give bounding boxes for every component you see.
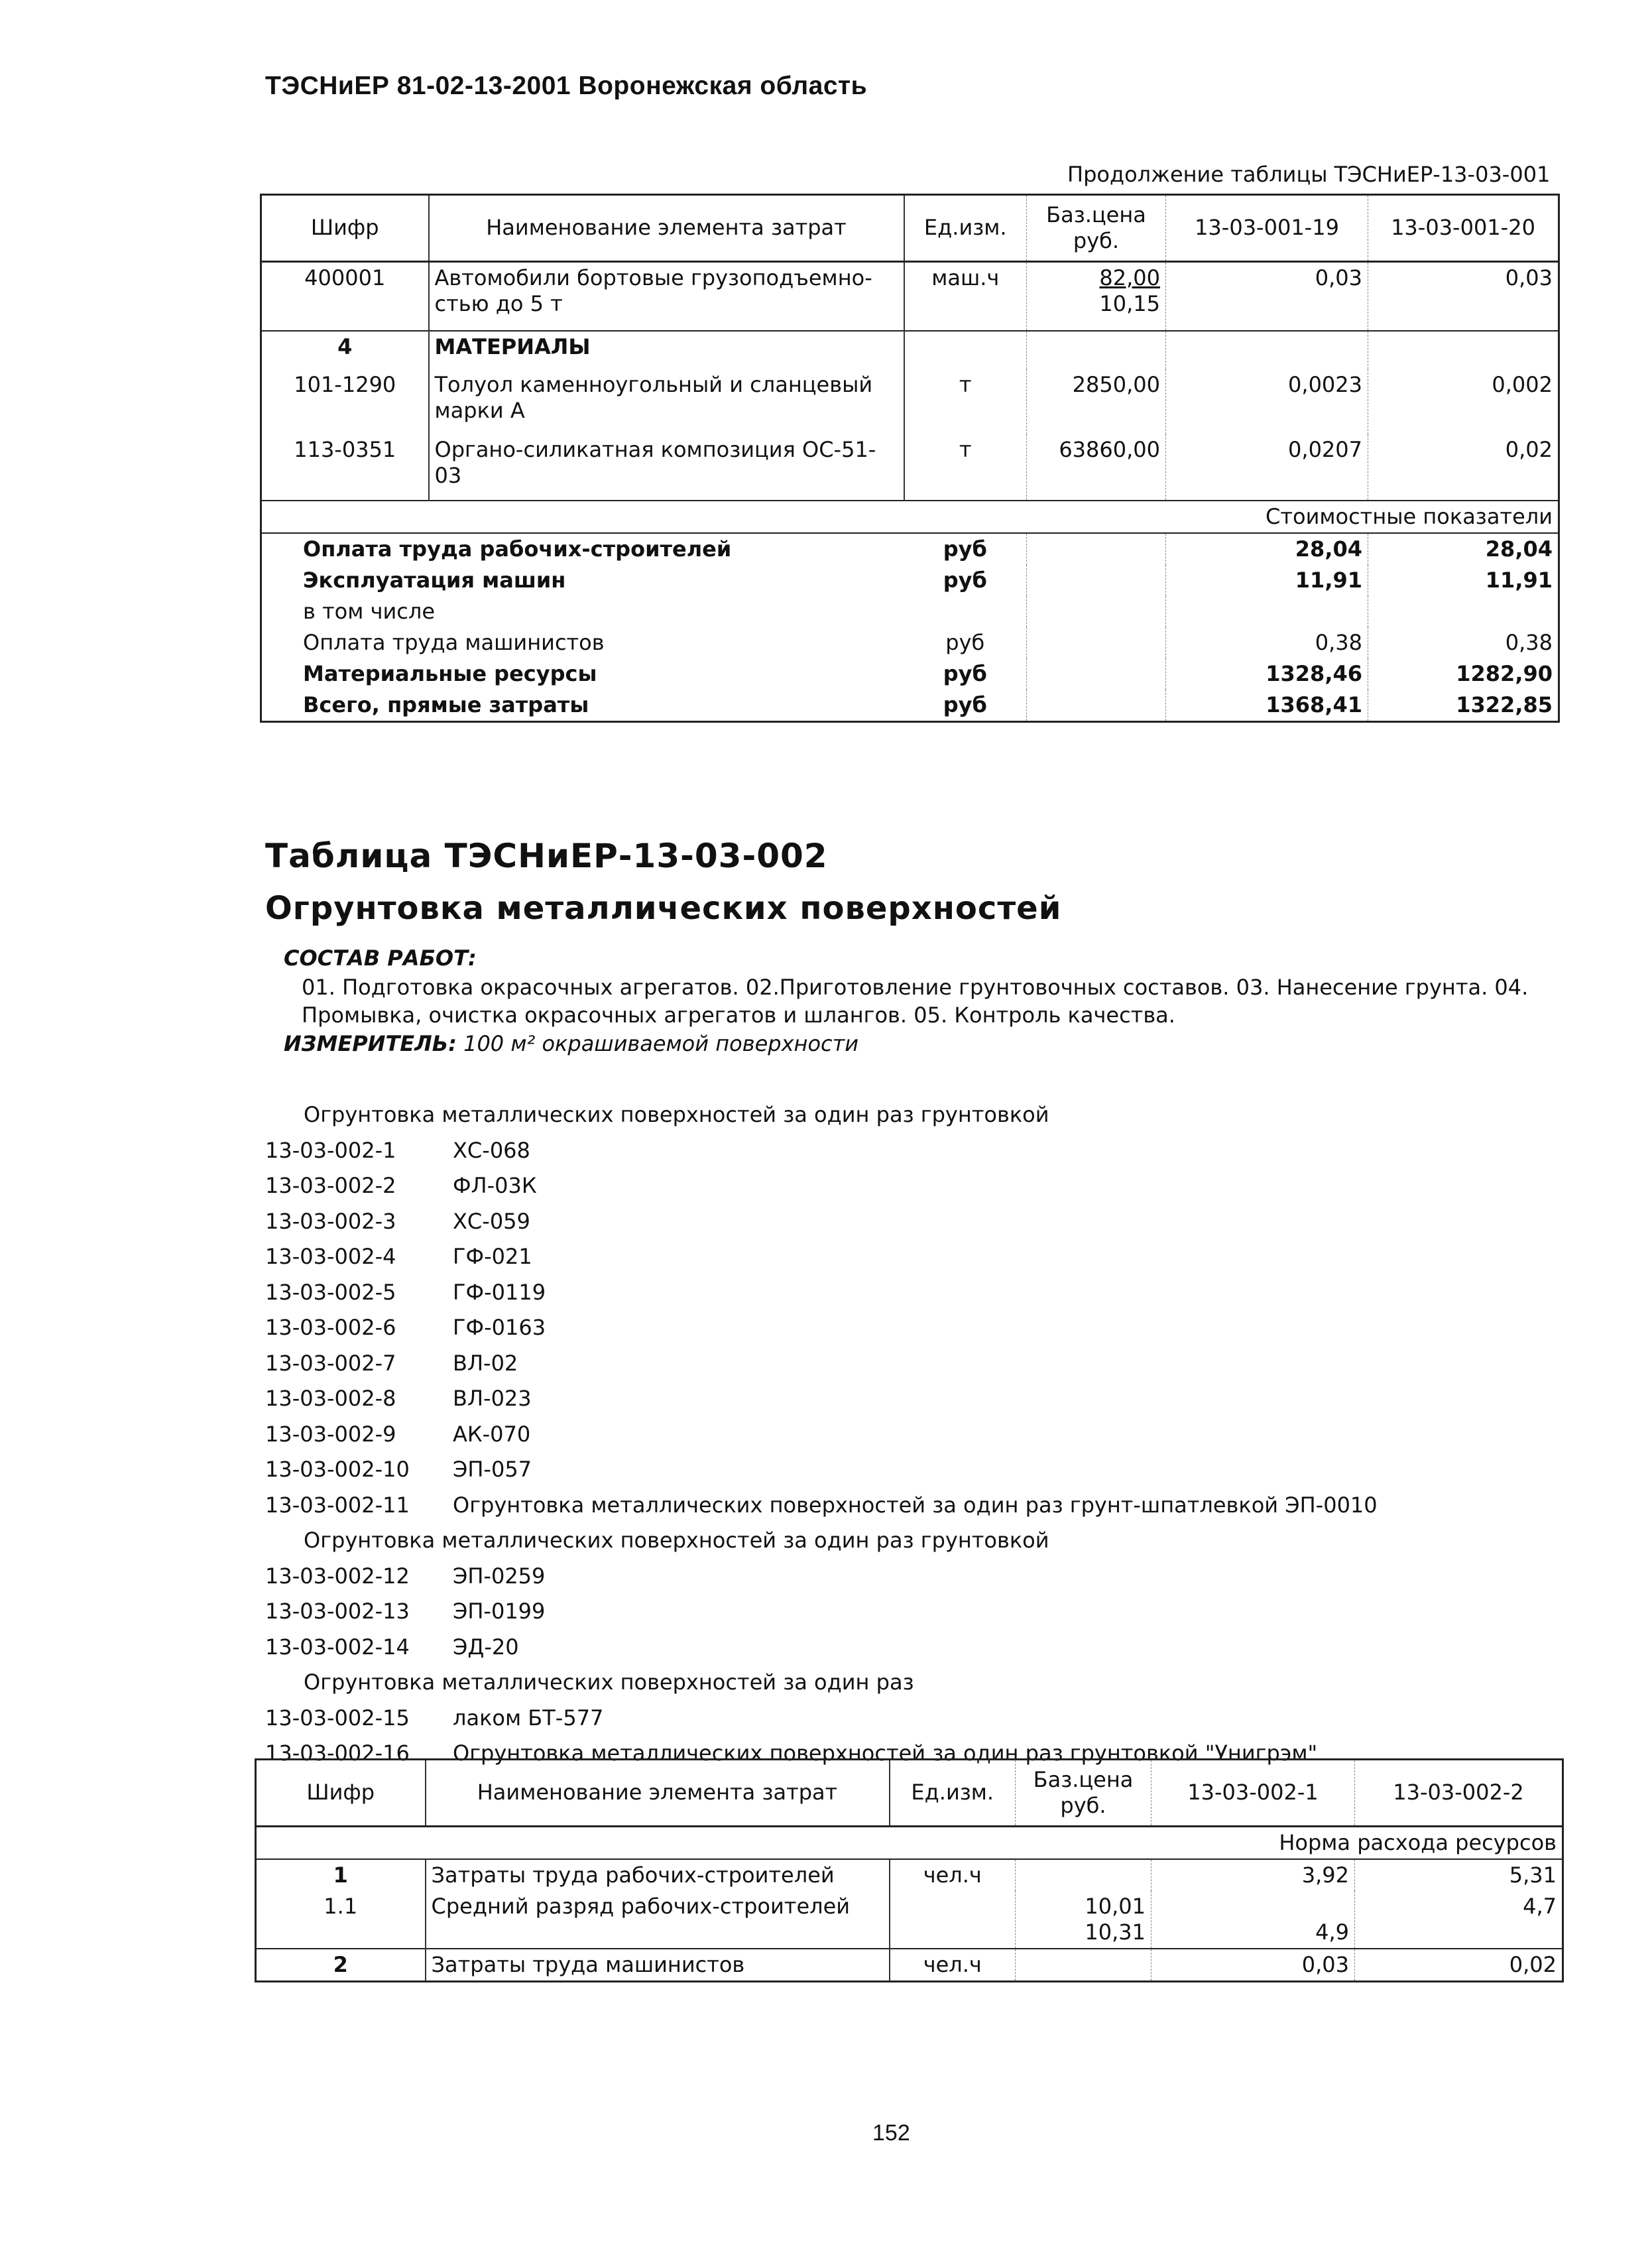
document-header: ТЭСНиЕР 81-02-13-2001 Воронежская область xyxy=(265,72,868,100)
row-code: 1 xyxy=(256,1859,426,1891)
item-text: ВЛ-023 xyxy=(453,1386,532,1411)
table-continuation-caption: Продолжение таблицы ТЭСНиЕР-13-03-001 xyxy=(1067,162,1551,187)
cost-value-1: 11,91 xyxy=(1166,565,1368,596)
row-code: 113-0351 xyxy=(261,434,429,501)
list-item xyxy=(265,1452,1378,1488)
item-text: ХС-059 xyxy=(453,1208,530,1234)
cost-name: Эксплуатация машин xyxy=(303,567,566,593)
cost-value-1: 28,04 xyxy=(1166,533,1368,565)
table-row xyxy=(261,434,1559,501)
price-line: 10,01 xyxy=(1085,1894,1146,1919)
cost-section-title-row xyxy=(261,501,1559,533)
price-main: 82,00 xyxy=(1099,265,1160,290)
item-text: ЭП-0259 xyxy=(453,1563,546,1589)
list-subheading: Огрунтовка металлических поверхностей за один раз грунтовкой xyxy=(304,1102,1049,1127)
cost-value-2: 11,91 xyxy=(1485,567,1553,593)
cost-value-2: 28,04 xyxy=(1485,536,1553,562)
list-item xyxy=(265,1630,1378,1666)
group-name: МАТЕРИАЛЫ xyxy=(429,331,904,369)
header-name: Наименование элемента затрат xyxy=(429,195,904,262)
item-code: 13-03-002-10 xyxy=(265,1457,410,1482)
item-text: ГФ-0119 xyxy=(453,1279,546,1305)
item-code: 13-03-002-12 xyxy=(265,1563,410,1589)
row-code: 400001 xyxy=(261,262,429,331)
price-salary: 10,15 xyxy=(1099,291,1160,317)
row-code: 101-1290 xyxy=(261,369,429,434)
row-name: Органо-силикатная композиция ОС-51-03 xyxy=(429,434,904,501)
cost-value-1: 1328,46 xyxy=(1166,658,1368,690)
item-code: 13-03-002-14 xyxy=(265,1634,410,1660)
item-text: Огрунтовка металлических поверхностей за один раз грунтовкой "Унигрэм" xyxy=(453,1740,1318,1766)
price-line: 10,31 xyxy=(1085,1919,1146,1945)
header-code: Шифр xyxy=(256,1760,426,1827)
list-item xyxy=(265,1204,1378,1240)
cost-unit: руб xyxy=(904,533,1027,565)
list-item xyxy=(265,1701,1378,1736)
list-item xyxy=(265,1559,1378,1595)
table-row xyxy=(256,1949,1563,1982)
row-value-2: 0,03 xyxy=(1505,265,1553,290)
item-code: 13-03-002-13 xyxy=(265,1599,410,1624)
table-subtitle: Огрунтовка металлических поверхностей xyxy=(265,890,1062,927)
cost-name: Оплата труда рабочих-строителей xyxy=(303,536,732,562)
table-row xyxy=(261,262,1559,331)
header-code: Шифр xyxy=(261,195,429,262)
list-subheading: Огрунтовка металлических поверхностей за один раз xyxy=(304,1670,914,1695)
cost-row xyxy=(261,658,1559,690)
item-text: ЭП-057 xyxy=(453,1457,532,1482)
list-item xyxy=(265,1381,1378,1417)
cost-name: в том числе xyxy=(303,598,435,624)
row-value-1: 0,0207 xyxy=(1166,434,1368,501)
row-value-2: 4,7 xyxy=(1523,1894,1557,1919)
row-value-2: 0,02 xyxy=(1505,436,1553,462)
table-row xyxy=(261,369,1559,434)
item-text: ЭД-20 xyxy=(453,1634,519,1660)
code-list xyxy=(265,1097,1378,1772)
cost-row xyxy=(261,627,1559,658)
cost-row xyxy=(261,690,1559,722)
list-subheading: Огрунтовка металлических поверхностей за один раз грунтовкой xyxy=(304,1528,1049,1553)
row-unit: чел.ч xyxy=(890,1949,1016,1982)
item-code: 13-03-002-1 xyxy=(265,1137,396,1163)
item-text: Огрунтовка металлических поверхностей за один раз грунт-шпатлевкой ЭП-0010 xyxy=(453,1492,1378,1518)
row-unit: чел.ч xyxy=(890,1859,1016,1891)
meter-value: 100 м² окрашиваемой поверхности xyxy=(463,1031,859,1056)
cost-row xyxy=(261,565,1559,596)
list-item xyxy=(265,1488,1378,1524)
item-code: 13-03-002-5 xyxy=(265,1279,396,1305)
row-value-2: 5,31 xyxy=(1509,1862,1557,1888)
cost-value-2: 1282,90 xyxy=(1456,660,1553,686)
item-text: ГФ-0163 xyxy=(453,1315,546,1340)
item-text: ЭП-0199 xyxy=(453,1599,546,1624)
cost-unit: руб xyxy=(904,658,1027,690)
row-name: Автомобили бортовые грузоподъемно-стью до 5 т xyxy=(429,262,904,331)
row-price: 63860,00 xyxy=(1027,434,1166,501)
item-code: 13-03-002-11 xyxy=(265,1492,410,1518)
row-name: Средний разряд рабочих-строителей xyxy=(426,1891,890,1949)
item-code: 13-03-002-9 xyxy=(265,1421,396,1447)
list-item xyxy=(265,1133,1378,1169)
page-number: 152 xyxy=(872,2120,910,2146)
row-value-2: 0,02 xyxy=(1355,1949,1563,1982)
cost-name: Материальные ресурсы xyxy=(303,660,597,686)
cost-value-1: 0,38 xyxy=(1166,627,1368,658)
resource-table-13-03-002 xyxy=(255,1758,1564,1982)
row-unit: маш.ч xyxy=(904,262,1027,331)
resource-table-13-03-001 xyxy=(260,194,1560,723)
row-value-1: 3,92 xyxy=(1151,1859,1355,1891)
meter-label: ИЗМЕРИТЕЛЬ: xyxy=(284,1031,457,1056)
list-item xyxy=(265,1239,1378,1275)
row-price xyxy=(1027,262,1166,331)
meter-line xyxy=(284,1030,858,1058)
cost-unit: руб xyxy=(904,627,1027,658)
list-item xyxy=(265,1346,1378,1382)
list-item xyxy=(265,1594,1378,1630)
header-col-20: 13-03-001-20 xyxy=(1368,195,1559,262)
table-row xyxy=(256,1859,1563,1891)
item-code: 13-03-002-16 xyxy=(265,1740,410,1766)
item-text: ХС-068 xyxy=(453,1137,530,1163)
norm-title: Норма расхода ресурсов xyxy=(256,1827,1563,1860)
row-unit: т xyxy=(904,434,1027,501)
row-name: Затраты труда машинистов xyxy=(426,1949,890,1982)
row-value-2: 0,002 xyxy=(1492,371,1553,397)
norm-title-row xyxy=(256,1827,1563,1860)
cost-value-2: 1322,85 xyxy=(1456,692,1553,717)
row-price: 2850,00 xyxy=(1027,369,1166,434)
cost-unit: руб xyxy=(904,690,1027,722)
item-code: 13-03-002-2 xyxy=(265,1173,396,1198)
row-code: 2 xyxy=(256,1949,426,1982)
cost-section-title: Стоимостные показатели xyxy=(261,501,1559,533)
item-code: 13-03-002-6 xyxy=(265,1315,396,1340)
item-code: 13-03-002-4 xyxy=(265,1244,396,1269)
row-value-1: 0,0023 xyxy=(1166,369,1368,434)
header-name: Наименование элемента затрат xyxy=(426,1760,890,1827)
item-text: лаком БТ-577 xyxy=(453,1705,604,1731)
cost-unit: руб xyxy=(904,565,1027,596)
row-code: 1.1 xyxy=(256,1891,426,1949)
item-text: АК-070 xyxy=(453,1421,531,1447)
row-value-1: 0,03 xyxy=(1151,1949,1355,1982)
group-row xyxy=(261,331,1559,369)
row-unit: т xyxy=(904,369,1027,434)
cost-value-2: 0,38 xyxy=(1505,629,1553,655)
row-price xyxy=(1016,1891,1151,1949)
header-price: Баз.цена руб. xyxy=(1016,1760,1151,1827)
header-col-1: 13-03-002-1 xyxy=(1151,1760,1355,1827)
cost-value-1: 1368,41 xyxy=(1166,690,1368,722)
table-row xyxy=(256,1891,1563,1949)
works-label xyxy=(284,944,477,972)
row-name: Толуол каменноугольный и сланцевый марки А xyxy=(429,369,904,434)
cost-row xyxy=(261,596,1559,627)
item-code: 13-03-002-15 xyxy=(265,1705,410,1731)
header-unit: Ед.изм. xyxy=(890,1760,1016,1827)
list-item xyxy=(265,1417,1378,1453)
cost-row xyxy=(261,533,1559,565)
item-text: ГФ-021 xyxy=(453,1244,532,1269)
header-unit: Ед.изм. xyxy=(904,195,1027,262)
item-text: ФЛ-03К xyxy=(453,1173,537,1198)
table-title: Таблица ТЭСНиЕР-13-03-002 xyxy=(265,837,828,875)
cost-name: Оплата труда машинистов xyxy=(303,629,605,655)
header-price: Баз.цена руб. xyxy=(1027,195,1166,262)
row-value-1: 0,03 xyxy=(1166,262,1368,331)
item-code: 13-03-002-8 xyxy=(265,1386,396,1411)
cost-name: Всего, прямые затраты xyxy=(303,692,589,717)
works-text: 01. Подготовка окрасочных агрегатов. 02.Приготовление грунтовочных составов. 03. Нанесение грунта. 04. Промывка, очистка окрасочных агрегатов и шлангов. 05. Контроль качества. xyxy=(302,975,1529,1028)
table-header-row xyxy=(256,1760,1563,1827)
header-col-19: 13-03-001-19 xyxy=(1166,195,1368,262)
group-code: 4 xyxy=(261,331,429,369)
item-code: 13-03-002-3 xyxy=(265,1208,396,1234)
list-item xyxy=(265,1168,1378,1204)
item-code: 13-03-002-7 xyxy=(265,1350,396,1376)
header-col-2: 13-03-002-2 xyxy=(1355,1760,1563,1827)
table-header-row xyxy=(261,195,1559,262)
works-label-text: СОСТАВ РАБОТ: xyxy=(284,945,477,971)
list-item xyxy=(265,1275,1378,1311)
row-value-1: 4,9 xyxy=(1151,1891,1355,1949)
list-item xyxy=(265,1310,1378,1346)
item-text: ВЛ-02 xyxy=(453,1350,518,1376)
row-name: Затраты труда рабочих-строителей xyxy=(426,1859,890,1891)
